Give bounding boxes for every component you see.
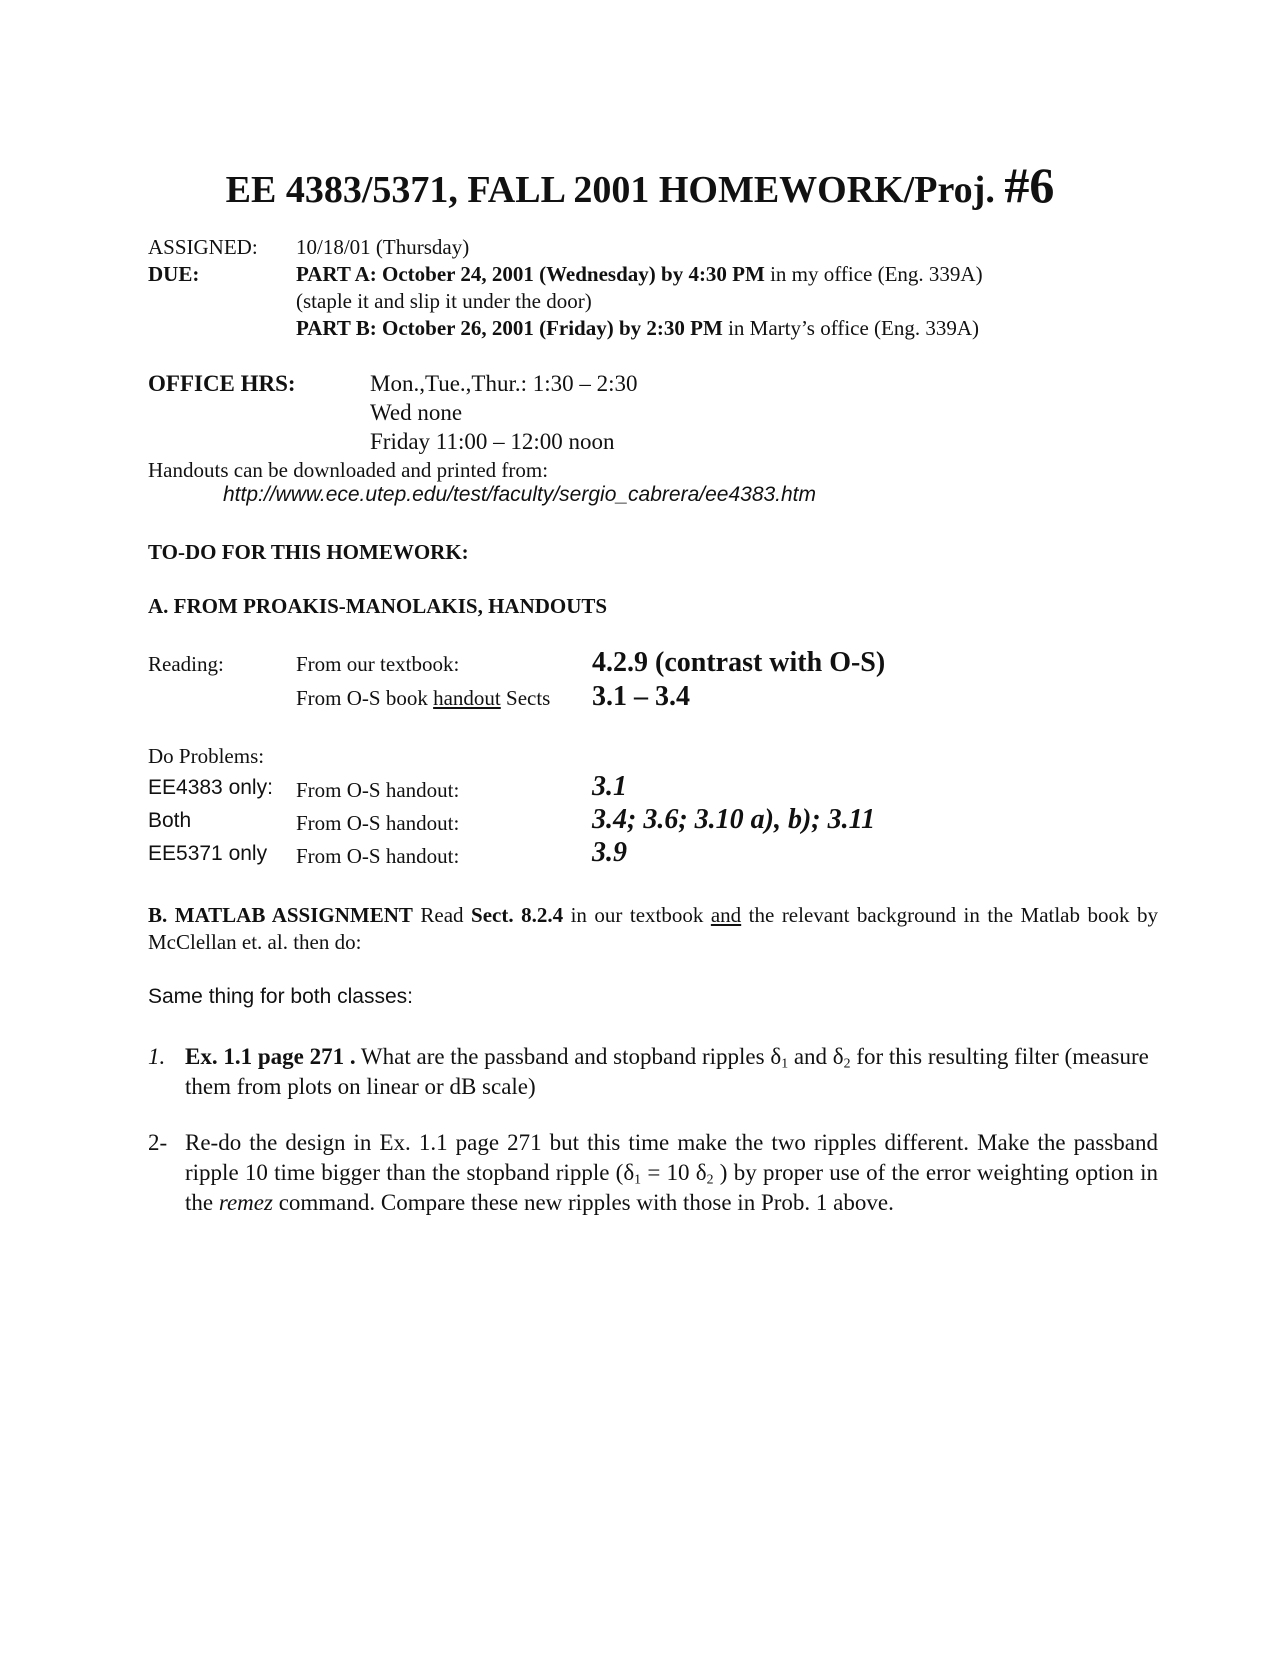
- item-1-text-2: and δ: [788, 1044, 844, 1069]
- item-2-text-4: command. Compare these new ripples with those in Prob. 1 above.: [272, 1190, 894, 1215]
- office-hours-line-1: Mon.,Tue.,Thur.: 1:30 – 2:30: [370, 371, 638, 396]
- part-a-location: in my office (Eng. 339A): [764, 262, 983, 286]
- item-1-text-1: What are the passband and stopband ripples δ: [355, 1044, 782, 1069]
- problems-label: Do Problems:: [148, 744, 265, 768]
- reading-label: Reading:: [148, 652, 224, 676]
- handouts-url[interactable]: http://www.ece.utep.edu/test/faculty/sergio_cabrera/ee4383.htm: [223, 483, 817, 506]
- part-b-deadline: PART B: October 26, 2001 (Friday) by 2:30 PM: [296, 316, 723, 340]
- due-part-a: [296, 262, 983, 287]
- item-1-sub-2: 2: [843, 1055, 851, 1071]
- office-hours-line-3: Friday 11:00 – 12:00 noon: [370, 429, 615, 454]
- item-2-text-2: = 10 δ: [641, 1160, 707, 1185]
- problems-value-ee4383: 3.1: [592, 771, 627, 802]
- title-main: EE 4383/5371, FALL 2001 HOMEWORK/Proj.: [225, 169, 1005, 211]
- item-2-body: [185, 1128, 1158, 1218]
- assigned-label: ASSIGNED:: [148, 235, 258, 259]
- same-thing-note: Same thing for both classes:: [148, 985, 413, 1008]
- reading-source-os-post: Sects: [500, 686, 551, 710]
- page-title: [0, 156, 1280, 214]
- list-item: [148, 1042, 1158, 1102]
- reading-value-textbook: 4.2.9 (contrast with O-S): [592, 647, 886, 678]
- item-2-text-1: Re-do the design in Ex. 1.1 page 271 but this time make the two ripples different. Make the passband ripple 10 time bigger than the stopband ripple (δ: [185, 1130, 1158, 1185]
- problems-who-ee4383: EE4383 only:: [148, 776, 273, 799]
- section-b-and: and: [710, 903, 742, 927]
- list-item: [148, 1128, 1158, 1218]
- item-1-sub-1: 1: [781, 1055, 789, 1071]
- section-b-text-3: the relevant background in the Matlab book by McClellan et. al. then do:: [148, 903, 1158, 954]
- assigned-value: 10/18/01 (Thursday): [296, 235, 470, 259]
- part-a-note: (staple it and slip it under the door): [296, 289, 592, 313]
- problems-value-both: 3.4; 3.6; 3.10 a), b); 3.11: [592, 804, 876, 835]
- reading-source-os: [296, 686, 550, 711]
- handouts-text: Handouts can be downloaded and printed from:: [148, 458, 549, 482]
- section-b-paragraph: [148, 902, 1158, 956]
- problems-who-both: Both: [148, 809, 192, 832]
- todo-heading: TO-DO FOR THIS HOMEWORK:: [148, 540, 469, 564]
- section-b-heading: B. MATLAB ASSIGNMENT: [148, 903, 413, 927]
- due-label: DUE:: [148, 262, 200, 286]
- section-b-text-1: Read: [412, 903, 472, 927]
- item-1-bold: Ex. 1.1 page 271 .: [185, 1044, 356, 1069]
- problems-source-both: From O-S handout:: [296, 811, 460, 835]
- item-2-sub-2: 2: [706, 1171, 714, 1187]
- reading-value-os: 3.1 – 3.4: [592, 681, 690, 712]
- problems-value-ee5371: 3.9: [592, 837, 627, 868]
- item-2-sub-1: 1: [634, 1171, 642, 1187]
- reading-source-textbook: From our textbook:: [296, 652, 460, 676]
- item-1-text-3: for this resulting filter (measure them from plots on linear or dB scale): [185, 1044, 1149, 1099]
- office-hours-line-2: Wed none: [370, 400, 463, 425]
- part-a-deadline: PART A: October 24, 2001 (Wednesday) by 4:30 PM: [296, 262, 765, 286]
- problems-who-ee5371: EE5371 only: [148, 842, 268, 865]
- item-2-text-3: ) by proper use of the error weighting option in the: [185, 1160, 1158, 1215]
- section-a-heading: A. FROM PROAKIS-MANOLAKIS, HANDOUTS: [148, 594, 608, 618]
- reading-source-os-pre: From O-S book: [296, 686, 434, 710]
- office-hours-label: OFFICE HRS:: [148, 371, 296, 396]
- reading-source-os-handout: handout: [433, 686, 501, 710]
- title-number: #6: [1004, 157, 1055, 213]
- item-2-remez: remez: [218, 1190, 273, 1215]
- section-b-text-2: in our textbook: [563, 903, 711, 927]
- problems-source-ee4383: From O-S handout:: [296, 778, 460, 802]
- section-b-sect: Sect. 8.2.4: [471, 903, 564, 927]
- due-part-b: [296, 316, 979, 341]
- part-b-location: in Marty’s office (Eng. 339A): [722, 316, 980, 340]
- item-1-body: [185, 1042, 1158, 1102]
- problems-source-ee5371: From O-S handout:: [296, 844, 460, 868]
- item-2-label: 2-: [148, 1130, 168, 1155]
- item-1-label: 1.: [148, 1044, 166, 1069]
